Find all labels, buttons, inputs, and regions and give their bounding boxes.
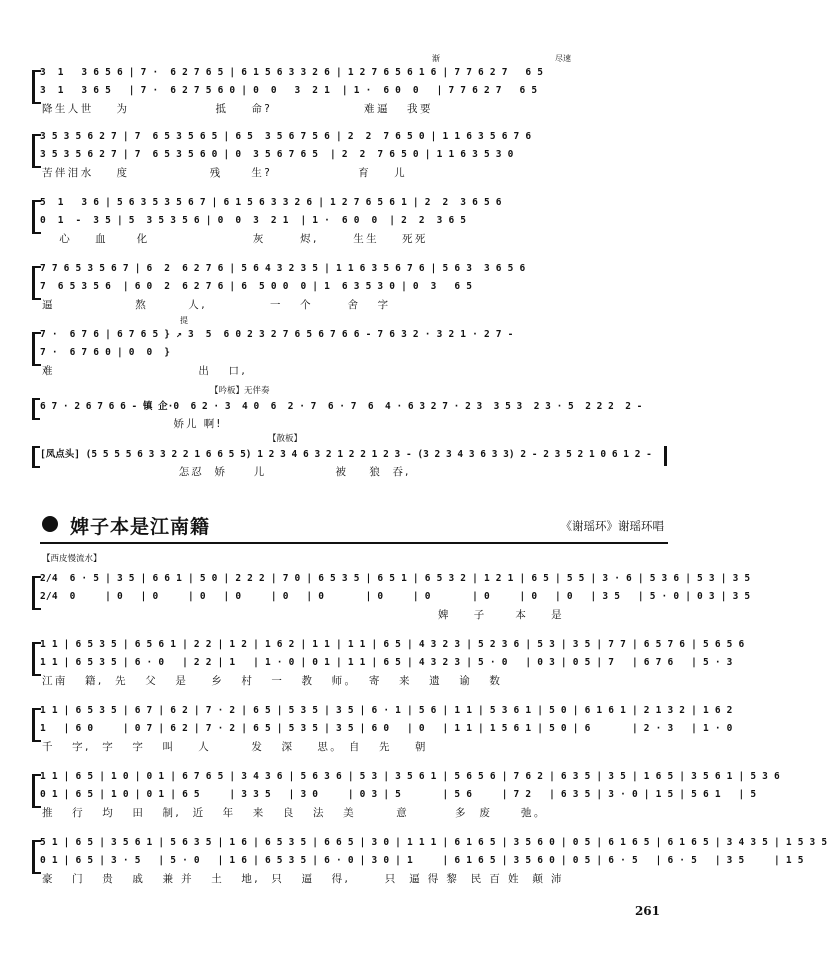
upper-staff: 1 1 | 6 5 3 5 | 6 7 | 6 2 | 7 · 2 | 6 5 | 5 3 5 | 3 5 | 6 · 1 | 5 6 | 1 1 | 5 3 6 1 | 5 0 | 6 1 6 1 | 2 1 3 2 | 1 6 2 — [40, 705, 733, 716]
interlude-music: [凤点头] (5 5 5 5 6 3 3 2 2 1 6 6 5 5) 1 2 3 4 6 3 2 1 2 2 1 2 3 - (3 2 3 4 3 6 3 3) 2 - 2 3 5 2 1 0 6 1 2 - — [40, 449, 652, 460]
final-barline — [664, 446, 667, 466]
section-tag: 【散板】 — [268, 434, 303, 444]
song-title: 婢子本是江南籍 — [70, 516, 211, 538]
lower-staff: 1 | 6 0 | 0 7 | 6 2 | 7 · 2 | 6 5 | 5 3 5 | 3 5 | 6 0 | 0 | 1 1 | 1 5 6 1 | 5 0 | 6 | 2 · 3 | 1 · 0 — [40, 723, 733, 734]
lyrics-line: 降生人世 为 抵 命? 难逼 我要 — [42, 103, 433, 115]
lyrics-line: 豪 门 贵 戚 兼 并 土 地, 只 逼 得, 只 逼 得 黎 民 百 姓 颠 沛 — [42, 873, 564, 885]
tempo-mark: 渐 — [432, 54, 440, 63]
title-divider — [40, 542, 668, 544]
upper-staff: 3 5 3 5 6 2 7 | 7 6 5 3 5 6 5 | 6 5 3 5 6 7 5 6 | 2 2 7 6 5 0 | 1 1 6 3 5 6 7 6 — [40, 131, 532, 142]
lower-staff: 0 1 - 3 5 | 5 3 5 3 5 6 | 0 0 3 2 1 | 1 · 6 0 0 | 2 2 3 6 5 — [40, 215, 467, 226]
upper-staff: 2/4 6 · 5 | 3 5 | 6 6 1 | 5 0 | 2 2 2 | 7 0 | 6 5 3 5 | 6 5 1 | 6 5 3 2 | 1 2 1 | 6 5 | 5 5 | 3 · 6 | 5 3 6 | 5 3 | 3 5 — [40, 573, 751, 584]
upper-staff: 1 1 | 6 5 3 5 | 6 5 6 1 | 2 2 | 1 2 | 1 6 2 | 1 1 | 1 1 | 6 5 | 4 3 2 3 | 5 2 3 6 | 5 3 | 3 5 | 7 7 | 6 5 7 6 | 5 6 5 6 — [40, 639, 745, 650]
lower-staff: 2/4 0 | 0 | 0 | 0 | 0 | 0 | 0 | 0 | 0 | 0 | 0 | 0 | 3 5 | 5 · 0 | 0 3 | 3 5 — [40, 591, 751, 602]
upper-staff: 7 7 6 5 3 5 6 7 | 6 2 6 2 7 6 | 5 6 4 3 2 3 5 | 1 1 6 3 5 6 7 6 | 5 6 3 3 6 5 6 — [40, 263, 526, 274]
upper-staff: 3 1 3 6 5 6 | 7 · 6 2 7 6 5 | 6 1 5 6 3 3 2 6 | 1 2 7 6 5 6 1 6 | 7 7 6 2 7 6 5 — [40, 67, 544, 78]
song-header — [40, 510, 668, 540]
upper-staff: 5 1 | 6 5 | 3 5 6 1 | 5 6 3 5 | 1 6 | 6 5 3 5 | 6 6 5 | 3 0 | 1 1 1 | 6 1 6 5 | 3 5 6 0 | 0 5 | 6 1 6 5 | 6 1 6 5 | 3 4 3 5 | 1 5 3 5 — [40, 837, 827, 848]
lyrics-line: 推 行 均 田 制, 近 年 来 良 法 美 意 多 废 弛。 — [42, 807, 547, 819]
interlude-music: 6 7 · 2 6 7 6 6 - 镇 企·0 6 2 · 3 4 0 6 2 · 7 6 · 7 6 4 · 6 3 2 7 · 2 3 3 5 3 2 3 · 5 2 2 2 2 - — [40, 401, 643, 412]
interlude-lyrics: 娇儿 啊! — [40, 418, 223, 430]
interlude-lyrics: 怎忍 娇 儿 被 狼 吞, — [40, 466, 411, 478]
lower-staff: 1 1 | 6 5 3 5 | 6 · 0 | 2 2 | 1 | 1 · 0 | 0 1 | 1 1 | 6 5 | 4 3 2 3 | 5 · 0 | 0 3 | 0 5 | 7 | 6 7 6 | 5 · 3 — [40, 657, 733, 668]
lyrics-line: 婢 子 本 是 — [42, 609, 565, 621]
tempo-mark: 提 — [180, 316, 188, 325]
system-bracket — [32, 446, 40, 468]
upper-staff: 7 · 6 7 6 | 6 7 6 5 } ↗ 3 5 6 0 2 3 2 7 6 5 6 7 6 6 - 7 6 3 2 · 3 2 1 · 2 7 - — [40, 329, 514, 340]
tempo-mark: 尽速 — [555, 54, 571, 63]
lower-staff: 3 5 3 5 6 2 7 | 7 6 5 3 5 6 0 | 0 3 5 6 7 6 5 | 2 2 7 6 5 0 | 1 1 6 3 5 3 0 — [40, 149, 514, 160]
lyrics-line: 逼 熬 人, 一 个 舍 字 — [42, 299, 391, 311]
lower-staff: 0 1 | 6 5 | 3 · 5 | 5 · 0 | 1 6 | 6 5 3 5 | 6 · 0 | 3 0 | 1 | 6 1 6 5 | 3 5 6 0 | 0 5 | 6 · 5 | 6 · 5 | 3 5 | 1 5 — [40, 855, 804, 866]
lyrics-line: 千 字, 字 字 叫 人 发 深 思。 自 先 朝 — [42, 741, 428, 753]
lyrics-line: 苦伴泪水 度 残 生? 育 儿 — [42, 167, 408, 179]
lower-staff: 7 6 5 3 5 6 | 6 0 2 6 2 7 6 | 6 5 0 0 0 | 1 6 3 5 3 0 | 0 3 6 5 — [40, 281, 473, 292]
upper-staff: 5 1 3 6 | 5 6 3 5 3 5 6 7 | 6 1 5 6 3 3 2 6 | 1 2 7 6 5 6 1 | 2 2 3 6 5 6 — [40, 197, 502, 208]
lower-staff: 3 1 3 6 5 | 7 · 6 2 7 5 6 0 | 0 0 3 2 1 | 1 · 6 0 0 | 7 7 6 2 7 6 5 — [40, 85, 538, 96]
song-credit: 《谢瑶环》谢瑶环唱 — [560, 519, 664, 533]
lower-staff: 0 1 | 6 5 | 1 0 | 0 1 | 6 5 | 3 3 5 | 3 0 | 0 3 | 5 | 5 6 | 7 2 | 6 3 5 | 3 · 0 | 1 5 | 5 6 1 | 5 — [40, 789, 757, 800]
section-tag: 【西皮慢流水】 — [42, 554, 102, 564]
lyrics-line: 心 血 化 灰 烬, 生生 死死 — [42, 233, 428, 245]
page-number: 261 — [634, 904, 660, 918]
bullet-icon — [42, 516, 58, 532]
system-bracket — [32, 398, 40, 420]
lower-staff: 7 · 6 7 6 0 | 0 0 } — [40, 347, 171, 358]
section-tag: 【吟板】无伴奏 — [210, 386, 270, 396]
lyrics-line: 江南 籍, 先 父 是 乡 村 一 教 师。 寄 来 遗 谕 数 — [42, 675, 503, 687]
upper-staff: 1 1 | 6 5 | 1 0 | 0 1 | 6 7 6 5 | 3 4 3 6 | 5 6 3 6 | 5 3 | 3 5 6 1 | 5 6 5 6 | 7 6 2 | 6 3 5 | 3 5 | 1 6 5 | 3 5 6 1 | 5 3 6 — [40, 771, 780, 782]
lyrics-line: 难 出 口, — [42, 365, 248, 377]
